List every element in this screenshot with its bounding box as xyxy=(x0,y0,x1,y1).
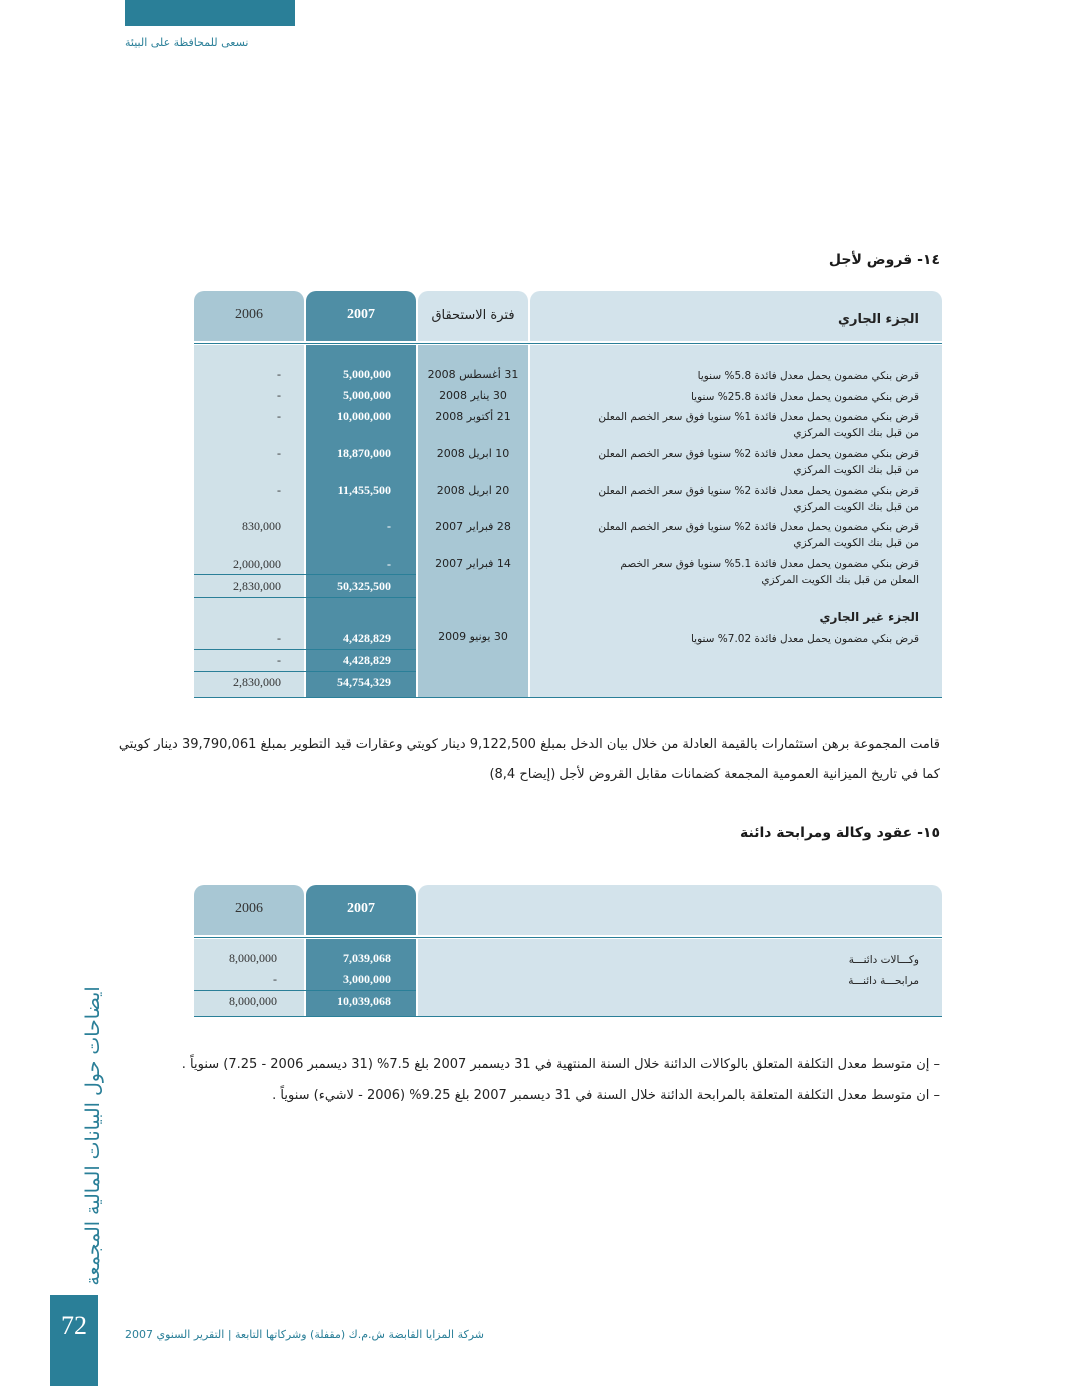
top-color-bar xyxy=(125,0,295,26)
row-value-2006: - xyxy=(277,367,281,381)
current-total-2007: 50,325,500 xyxy=(337,579,391,593)
grand-total-2007: 54,754,329 xyxy=(337,675,391,689)
row-value-2007: 18,870,000 xyxy=(337,446,391,460)
row-value-2007: 10,000,000 xyxy=(337,409,391,423)
header-maturity: فترة الاستحقاق xyxy=(431,308,515,323)
row-value-2007: 7,039,068 xyxy=(343,951,391,965)
header-2007: 2007 xyxy=(347,901,375,916)
current-total-2006: 2,830,000 xyxy=(233,579,281,593)
row-value-2007: - xyxy=(387,519,391,533)
row-period: 21 أكتوبر 2008 xyxy=(435,410,511,423)
row-value-2006: - xyxy=(277,446,281,460)
row-desc: قرض بنكي مضمون يحمل معدل فائدة 5.8% سنويا xyxy=(697,370,919,382)
side-title-text: ايضاحات حول البيانات المالية المجمعة xyxy=(82,986,104,1286)
header-2007: 2007 xyxy=(347,307,375,322)
row-period: 10 ابريل 2008 xyxy=(436,447,510,460)
bullet-15-1: – إن متوسط معدل التكلفة المتعلق بالوكالات الدائنة خلال السنة المنتهية في 31 ديسمبر 2007 بلغ 7.5% (31 ديسمبر 2006 - 7.25) سنوياً . xyxy=(181,1057,940,1072)
footer-text: شركة المزايا القابضة ش.م.ك (مقفلة) وشركاتها التابعة | التقرير السنوي 2007 xyxy=(125,1328,484,1341)
row-desc: مرابحـــة دائنـــة xyxy=(848,975,919,987)
noncurrent-total-2007: 4,428,829 xyxy=(343,653,391,667)
row-desc: قرض بنكي مضمون يحمل معدل فائدة 2% سنويا فوق سعر الخصم المعلن من قبل بنك الكويت المركزي xyxy=(598,485,919,513)
row-period: 30 يناير 2008 xyxy=(439,389,507,402)
row-value-2007: 5,000,000 xyxy=(343,367,391,381)
header-2006: 2006 xyxy=(235,307,263,322)
row-period: 28 فبراير 2007 xyxy=(435,520,511,533)
row-desc: قرض بنكي مضمون يحمل معدل فائدة 25.8% سنويا xyxy=(690,391,919,403)
row-period: 20 ابريل 2008 xyxy=(436,484,510,497)
row-desc: قرض بنكي مضمون يحمل معدل فائدة 7.02% سنويا xyxy=(690,633,919,645)
section-15-title: ١٥- عقود وكالة ومرابحة دائنة xyxy=(739,825,940,841)
row-period: 31 أغسطس 2008 xyxy=(427,368,519,381)
header-current-portion: الجزء الجاري xyxy=(838,312,919,327)
header-divider xyxy=(194,937,942,938)
noncurrent-total-2006: - xyxy=(277,653,281,667)
row-desc: قرض بنكي مضمون يحمل معدل فائدة 2% سنويا فوق سعر الخصم المعلن من قبل بنك الكويت المركزي xyxy=(598,521,919,549)
table-bottom-line xyxy=(194,697,942,698)
row-value-2006: - xyxy=(277,409,281,423)
noncurrent-title: الجزء غير الجاري xyxy=(819,610,919,624)
note-14-line-1: قامت المجموعة برهن استثمارات بالقيمة العادلة من خلال بيان الدخل بمبلغ 9,122,500 دينار كويتي وعقارات قيد التطوير بمبلغ 39,790,061 دينار كويتي xyxy=(118,737,940,752)
subtotal-line xyxy=(194,990,416,991)
row-value-2006: - xyxy=(277,388,281,402)
row-value-2006: - xyxy=(277,483,281,497)
total-2006: 8,000,000 xyxy=(229,994,277,1008)
row-value-2006: - xyxy=(273,972,277,986)
note-14-line-2: كما في تاريخ الميزانية العمومية المجمعة كضمانات مقابل القروض لأجل (إيضاح 8,4) xyxy=(489,767,940,782)
row-value-2007: 11,455,500 xyxy=(337,483,391,497)
row-value-2007: - xyxy=(387,557,391,571)
row-value-2006: 8,000,000 xyxy=(229,951,277,965)
bullet-15-2: – ان متوسط معدل التكلفة المتعلقة بالمرابحة الدائنة خلال السنة في 31 ديسمبر 2007 بلغ 9.25% (2006 - لاشيء) سنوياً . xyxy=(272,1088,940,1103)
row-value-2007: 4,428,829 xyxy=(343,631,391,645)
row-desc: قرض بنكي مضمون يحمل معدل فائدة 5.1% سنويا فوق سعر الخصم المعلن من قبل بنك الكويت المركزي xyxy=(620,558,919,586)
grand-total-2006: 2,830,000 xyxy=(233,675,281,689)
row-desc: قرض بنكي مضمون يحمل معدل فائدة 2% سنويا فوق سعر الخصم المعلن من قبل بنك الكويت المركزي xyxy=(598,448,919,476)
subtotal-line xyxy=(194,597,416,598)
page-number: 72 xyxy=(50,1295,98,1386)
row-period: 30 يونيو 2009 xyxy=(438,630,508,643)
header-2006: 2006 xyxy=(235,901,263,916)
header-divider xyxy=(194,343,942,344)
subtotal-line xyxy=(194,671,416,672)
total-2007: 10,039,068 xyxy=(337,994,391,1008)
side-title xyxy=(58,986,104,1295)
section-14-title: ١٤- قروض لأجل xyxy=(828,252,940,268)
row-value-2006: 2,000,000 xyxy=(233,557,281,571)
subtotal-line xyxy=(194,574,416,575)
header-desc-panel xyxy=(418,885,942,935)
table-bottom-line xyxy=(194,1016,942,1017)
row-desc: قرض بنكي مضمون يحمل معدل فائدة 1% سنويا فوق سعر الخصم المعلن من قبل بنك الكويت المركزي xyxy=(598,411,919,439)
row-value-2007: 5,000,000 xyxy=(343,388,391,402)
row-value-2006: - xyxy=(277,631,281,645)
row-period: 14 فبراير 2007 xyxy=(435,557,511,570)
header-tagline: نسعى للمحافظة على البيئة xyxy=(125,36,249,49)
row-value-2007: 3,000,000 xyxy=(343,972,391,986)
subtotal-line xyxy=(194,649,416,650)
row-desc: وكـــالات دائنـــة xyxy=(848,954,919,966)
row-value-2006: 830,000 xyxy=(242,519,281,533)
